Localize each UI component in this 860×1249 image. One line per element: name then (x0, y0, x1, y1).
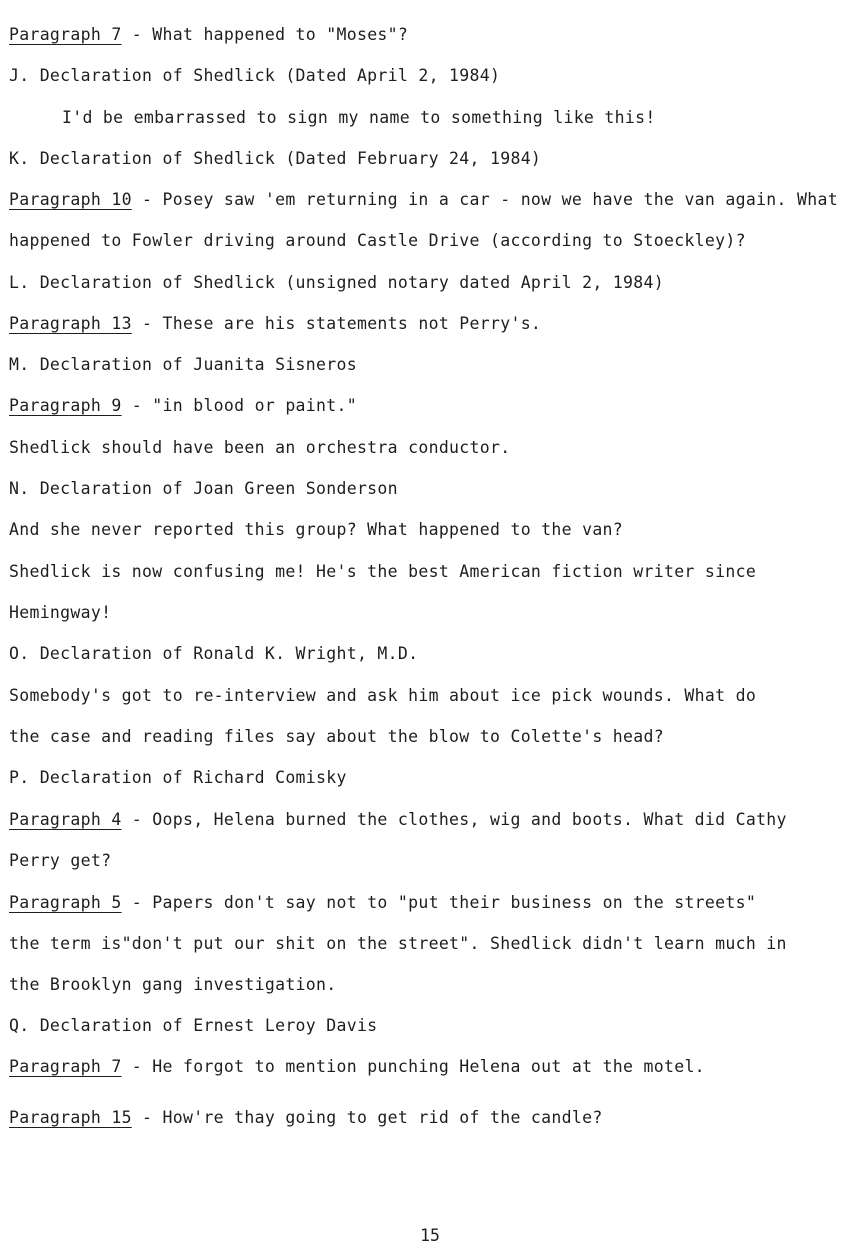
declaration-heading: P. Declaration of Richard Comisky (9, 768, 347, 787)
separator: - (121, 810, 153, 829)
comment-line: the Brooklyn gang investigation. (9, 975, 337, 994)
paragraph-ref: Paragraph 13 (9, 314, 132, 333)
note-text: How're thay going to get rid of the candle? (162, 1108, 603, 1127)
declaration-heading: L. Declaration of Shedlick (unsigned notary dated April 2, 1984) (9, 273, 664, 292)
separator: - (121, 1057, 153, 1076)
comment-line: happened to Fowler driving around Castle Drive (according to Stoeckley)? (9, 231, 746, 250)
page-number: 15 (420, 1226, 440, 1245)
comment-line: the case and reading files say about the blow to Colette's head? (9, 727, 664, 746)
note-text: He forgot to mention punching Helena out at the motel. (152, 1057, 705, 1076)
declaration-heading: K. Declaration of Shedlick (Dated February 24, 1984) (9, 149, 542, 168)
paragraph-ref: Paragraph 4 (9, 810, 122, 829)
separator: - (131, 1108, 163, 1127)
paragraph-note (9, 893, 756, 913)
comment-line: Perry get? (9, 851, 112, 870)
declaration-heading: N. Declaration of Joan Green Sonderson (9, 479, 398, 498)
note-text: What happened to "Moses"? (152, 25, 409, 44)
separator: - (121, 25, 153, 44)
declaration-heading: J. Declaration of Shedlick (Dated April 2, 1984) (9, 66, 501, 85)
paragraph-ref: Paragraph 7 (9, 1057, 122, 1076)
note-text: These are his statements not Perry's. (162, 314, 542, 333)
paragraph-ref: Paragraph 15 (9, 1108, 132, 1127)
declaration-heading: M. Declaration of Juanita Sisneros (9, 355, 357, 374)
declaration-heading: Q. Declaration of Ernest Leroy Davis (9, 1016, 378, 1035)
separator: - (131, 314, 163, 333)
note-text: Oops, Helena burned the clothes, wig and boots. What did Cathy (152, 810, 787, 829)
comment-line: Shedlick is now confusing me! He's the best American fiction writer since (9, 562, 757, 581)
comment-line: Shedlick should have been an orchestra conductor. (9, 438, 511, 457)
paragraph-note (9, 810, 787, 830)
comment-line: the term is"don't put our shit on the street". Shedlick didn't learn much in (9, 934, 787, 953)
separator: - (121, 396, 153, 415)
paragraph-note (9, 314, 541, 334)
paragraph-ref: Paragraph 10 (9, 190, 132, 209)
comment-line: Hemingway! (9, 603, 112, 622)
separator: - (121, 893, 153, 912)
paragraph-note (9, 190, 838, 210)
paragraph-ref: Paragraph 7 (9, 25, 122, 44)
note-text: Papers don't say not to "put their business on the streets" (152, 893, 757, 912)
paragraph-note (9, 25, 408, 45)
declaration-heading: O. Declaration of Ronald K. Wright, M.D. (9, 644, 419, 663)
comment-line: I'd be embarrassed to sign my name to something like this! (62, 108, 656, 127)
paragraph-note (9, 396, 357, 416)
paragraph-ref: Paragraph 5 (9, 893, 122, 912)
paragraph-ref: Paragraph 9 (9, 396, 122, 415)
separator: - (131, 190, 163, 209)
note-text: "in blood or paint." (152, 396, 357, 415)
paragraph-note (9, 1057, 705, 1077)
note-text: Posey saw 'em returning in a car - now we have the van again. What (162, 190, 838, 209)
comment-line: And she never reported this group? What happened to the van? (9, 520, 624, 539)
paragraph-note (9, 1108, 603, 1128)
comment-line: Somebody's got to re-interview and ask him about ice pick wounds. What do (9, 686, 757, 705)
